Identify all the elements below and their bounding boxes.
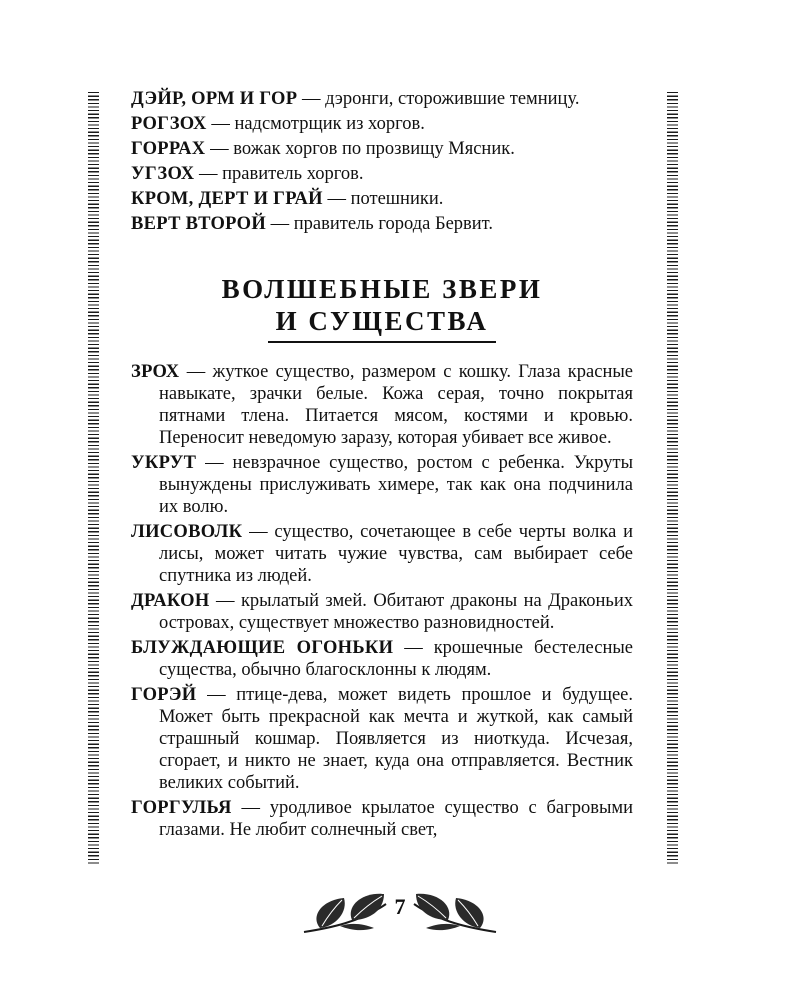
entry-term: КРОМ, ДЕРТ И ГРАЙ [131,189,323,209]
entry-description: — надсмотрщик из хоргов. [206,114,425,134]
character-entry [131,88,633,110]
character-entry [131,163,633,185]
character-entry [131,138,633,160]
creature-entry [131,797,633,841]
right-hatched-border [667,92,678,864]
character-entry [131,188,633,210]
section-heading [131,273,633,337]
creature-entry [131,361,633,449]
entry-description: — уродливое крылатое существо с багровыми глазами. Не любит солнечный свет, [159,798,633,840]
entry-term: ГОРГУЛЬЯ [131,798,232,818]
entry-term: ЗРОХ [131,362,180,382]
entry-description: — дэронги, сторожившие темницу. [297,89,580,109]
right-leaf-ornament-icon [410,888,500,938]
entry-term: ДРАКОН [131,591,210,611]
entry-description: — правитель города Бервит. [266,214,493,234]
section-heading-line-1: ВОЛШЕБНЫЕ ЗВЕРИ [221,274,543,304]
character-entry [131,213,633,235]
creature-entry [131,684,633,794]
entry-term: ВЕРТ ВТОРОЙ [131,214,267,234]
heading-underline [268,341,496,343]
entry-term: ГОРРАХ [131,139,206,159]
section-heading-line-2: И СУЩЕСТВА [275,306,489,336]
creature-entry [131,452,633,518]
creature-entry [131,637,633,681]
entry-description: — крылатый змей. Обитают драконы на Драконьих островах, существует множество разновидностей. [159,591,633,633]
entry-description: — птице-дева, может видеть прошлое и будущее. Может быть прекрасной как мечта и жуткой, как самый страшный кошмар. Появляется из ниоткуда. Исчезая, сгорает, и никто не знает, куда она отправляется. Вестник великих событий. [159,685,633,793]
entry-description: — вожак хоргов по прозвищу Мясник. [205,139,515,159]
entry-term: ДЭЙР, ОРМ И ГОР [131,89,298,109]
entry-description: — невзрачное существо, ростом с ребенка. Укруты вынуждены прислуживать химере, так как она подчинила их волю. [159,453,633,517]
creature-entry [131,521,633,587]
character-entry [131,113,633,135]
entry-description: — крошечные бестелесные существа, обычно благосклонны к людям. [159,638,633,680]
entry-description: — правитель хоргов. [194,164,364,184]
entry-term: БЛУЖДАЮЩИЕ ОГОНЬКИ [131,638,394,658]
creature-entry [131,590,633,634]
entry-description: — существо, сочетающее в себе черты волка и лисы, может читать чужие чувства, сам выбирает себе спутника из людей. [159,522,633,586]
entry-term: РОГЗОХ [131,114,207,134]
page-number: 7 [394,894,406,919]
entry-term: УКРУТ [131,453,197,473]
page-content [131,88,633,844]
left-hatched-border [88,92,99,864]
page-footer [0,880,800,940]
entry-term: УГЗОХ [131,164,195,184]
entry-description: — жуткое существо, размером с кошку. Глаза красные навыкате, зрачки белые. Кожа серая, точно покрытая пятнами тлена. Питается мясом, костями и кровью. Переносит неведомую заразу, которая убивает все живое. [159,362,633,448]
entry-term: ЛИСОВОЛК [131,522,243,542]
creature-list [131,361,633,841]
entry-description: — потешники. [322,189,444,209]
entry-term: ГОРЭЙ [131,685,197,705]
character-list [131,88,633,235]
